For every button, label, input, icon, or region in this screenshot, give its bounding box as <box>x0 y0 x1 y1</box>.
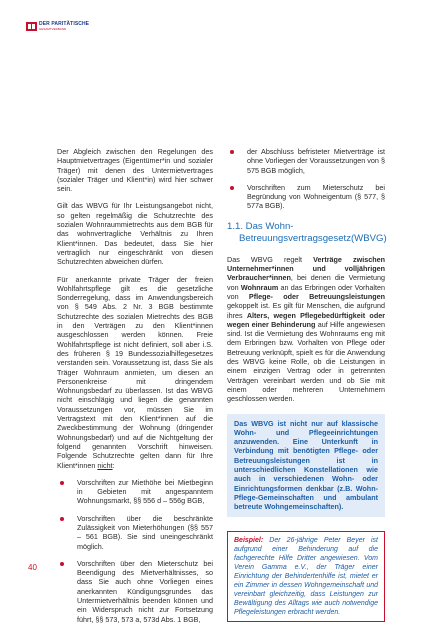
bullet-dot-icon <box>60 562 64 566</box>
bullet-dot-icon <box>230 150 234 154</box>
highlight-box: Das WBVG ist nicht nur auf klassische Wohn- und Pflegeeinrichtungen anzuwenden. Eine Unterkunft in Verbindung mit benötigten Pflege- oder Betreuungsleistungen ist in unterschiedlichen Konstellationen wie auch in verschiedenen Wohn- oder Einrichtungsformen denkbar (z.B. Wohn-Pflege-Gemeinschaften und ambulant betreute Wohngemeinschaften). <box>227 414 385 517</box>
bullet-dot-icon <box>230 186 234 190</box>
text-run: an das Erbringen oder Vorhalten von <box>227 282 385 301</box>
paragraph-text: Für anerkannte private Träger der freien Wohlfahrtspflege gilt es die gesetzliche Sonderregelung, dass im Anwendungsbereich von § 549 Abs. 2 Nr. 3 BGB bestimmte Schutzrechte des sozialen Mietrechts des BGB in den Verträgen zu den Klient*innen ausgeschlossen werden können. Freie Wohlfahrtspflege ist nicht definiert, soll aber i.S. des früheren § 19 Bundessozialhilfegesetzes verstanden sein. Voraussetzung ist, dass Sie als Träger Wohnraum anmieten, um diesen an Personenkreise mit dringendem Wohnungsbedarf zu überlassen. Ist das WBVG nicht einschlägig und liegen die genannten Voraussetzungen vor, müssen Sie im Vertragstext mit den Klient*innen auf die Zweckbestimmung der Wohnung (dringender Wohnungsbedarf) und auf die Nichtgeltung der folgend genannten Vorschrift hinweisen. Folgende Schutzrechte gelten dann für Ihre Klient*innen <box>57 274 213 470</box>
example-text: Der 26-jährige Peter Beyer ist aufgrund einer Behinderung auf die fachgerechte Hilfe Dritter angewiesen. Vom Verein Gamma e.V., der Träger einer Einrichtung der Behindertenhilfe ist, mietet er ein Zimmer in dessen Wohngemeinschaft und vereinbart gleichzeitig, dass Leistungen zur Bewältigung des Alltags wie auch notwendige Pflegeleistungen erbracht werden. <box>234 536 378 617</box>
paragraph-text: : <box>112 460 115 470</box>
bold-run: Wohnraum <box>240 282 279 292</box>
example-label: Beispiel: <box>234 536 264 544</box>
bullet-text: Vorschriften zur Miethöhe bei Mietbeginn in Gebieten mit angespanntem Wohnungsmarkt, §§ 556 d – 556g BGB, <box>77 477 213 506</box>
text-run: Das WBVG regelt <box>227 254 314 264</box>
left-column <box>57 147 213 632</box>
text-run: auf Hilfe angewiesen sind. Ist die Vermietung des Wohnraums eng mit dem Erbringen bzw. Vorhalten von Pflege oder Betreuung verknüpft, spielt es für die Anwendung des WBVG keine Rolle, ob die Leistungen in einem einzigen Vertrag oder in getrennten Verträgen vereinbart werden und ob Sie mit einem oder mehreren Unternehmern geschlossen werden. <box>227 319 385 404</box>
text-run: gekoppelt ist. Es gilt für Menschen, die aufgrund ihres <box>227 301 385 320</box>
logo-subtitle: GESAMTVERBAND <box>39 27 67 31</box>
bullet-item <box>227 147 385 175</box>
bold-run: Verträge zwischen Unternehmer*innen und volljährigen Verbraucher*innen <box>227 254 385 283</box>
text-run: , bei denen die Vermietung von <box>227 273 385 292</box>
page-number: 40 <box>28 563 37 572</box>
bold-run: Pflege- oder Betreuungsleistungen <box>248 291 385 301</box>
paragraph-freie-wohlfahrtspflege <box>57 275 213 470</box>
logo-mark-icon <box>26 22 37 31</box>
example-box <box>227 531 385 623</box>
bullet-text: der Abschluss befristeter Mietverträge ist ohne Vorliegen der Voraussetzungen von § 575 BGB möglich, <box>247 147 385 175</box>
paragraph-wbvg-regelt <box>227 255 385 404</box>
bullet-dot-icon <box>60 481 64 485</box>
bullet-text: Vorschriften über die beschränkte Zulässigkeit von Mieterhöhungen (§§ 557 – 561 BGB). Sie sind uneingeschränkt möglich. <box>77 513 213 551</box>
paritaetische-logo <box>26 21 96 33</box>
bullet-item <box>57 478 213 506</box>
underlined-nicht: nicht <box>97 460 113 470</box>
bullet-item <box>57 559 213 624</box>
bullet-item <box>227 183 385 211</box>
bullet-text: Vorschriften über den Mieterschutz bei Beendigung des Mietverhältnisses, so dass Sie auch ohne Vorliegen eines anerkannten Kündigungsgrundes das Untermietverhältnis beenden können und ein Widerspruch nicht zur Fortsetzung führt, §§ 573, 573 a, 573d Abs. 1 BGB, <box>77 558 213 624</box>
paragraph-abgleich: Der Abgleich zwischen den Regelungen des Hauptmietvertrages (Eigentümer*in und sozialer Träger) mit denen des Untermietvertrages (sozialer Träger und Klient*in) wird hier schwer sein. <box>57 147 213 194</box>
section-heading: 1.1. Das Wohn- Betreuungsvertragsgesetz(WBVG) <box>227 220 387 245</box>
bullet-item <box>57 514 213 551</box>
paragraph-wbvg-gilt-nicht: Gilt das WBVG für Ihr Leistungsangebot nicht, so gelten regelmäßig die Schutzrechte des sozialen Wohnraummietrechts aus dem BGB für das wohnvertragliche Verhältnis zu Ihren Klient*innen. Das bedeutet, dass Sie hier vertraglich nur eingeschränkt von diesen Schutzrechten abweichen dürfen. <box>57 201 213 267</box>
bullet-dot-icon <box>60 517 64 521</box>
bullet-text: Vorschriften zum Mieterschutz bei Begründung von Wohneigentum (§ 577, § 577a BGB). <box>247 182 385 211</box>
right-column <box>227 147 385 622</box>
logo-text: DER PARITÄTISCHE <box>39 21 90 27</box>
bold-run: Alters, wegen Pflegebedürftigkeit oder wegen einer Behinderung <box>227 310 386 329</box>
